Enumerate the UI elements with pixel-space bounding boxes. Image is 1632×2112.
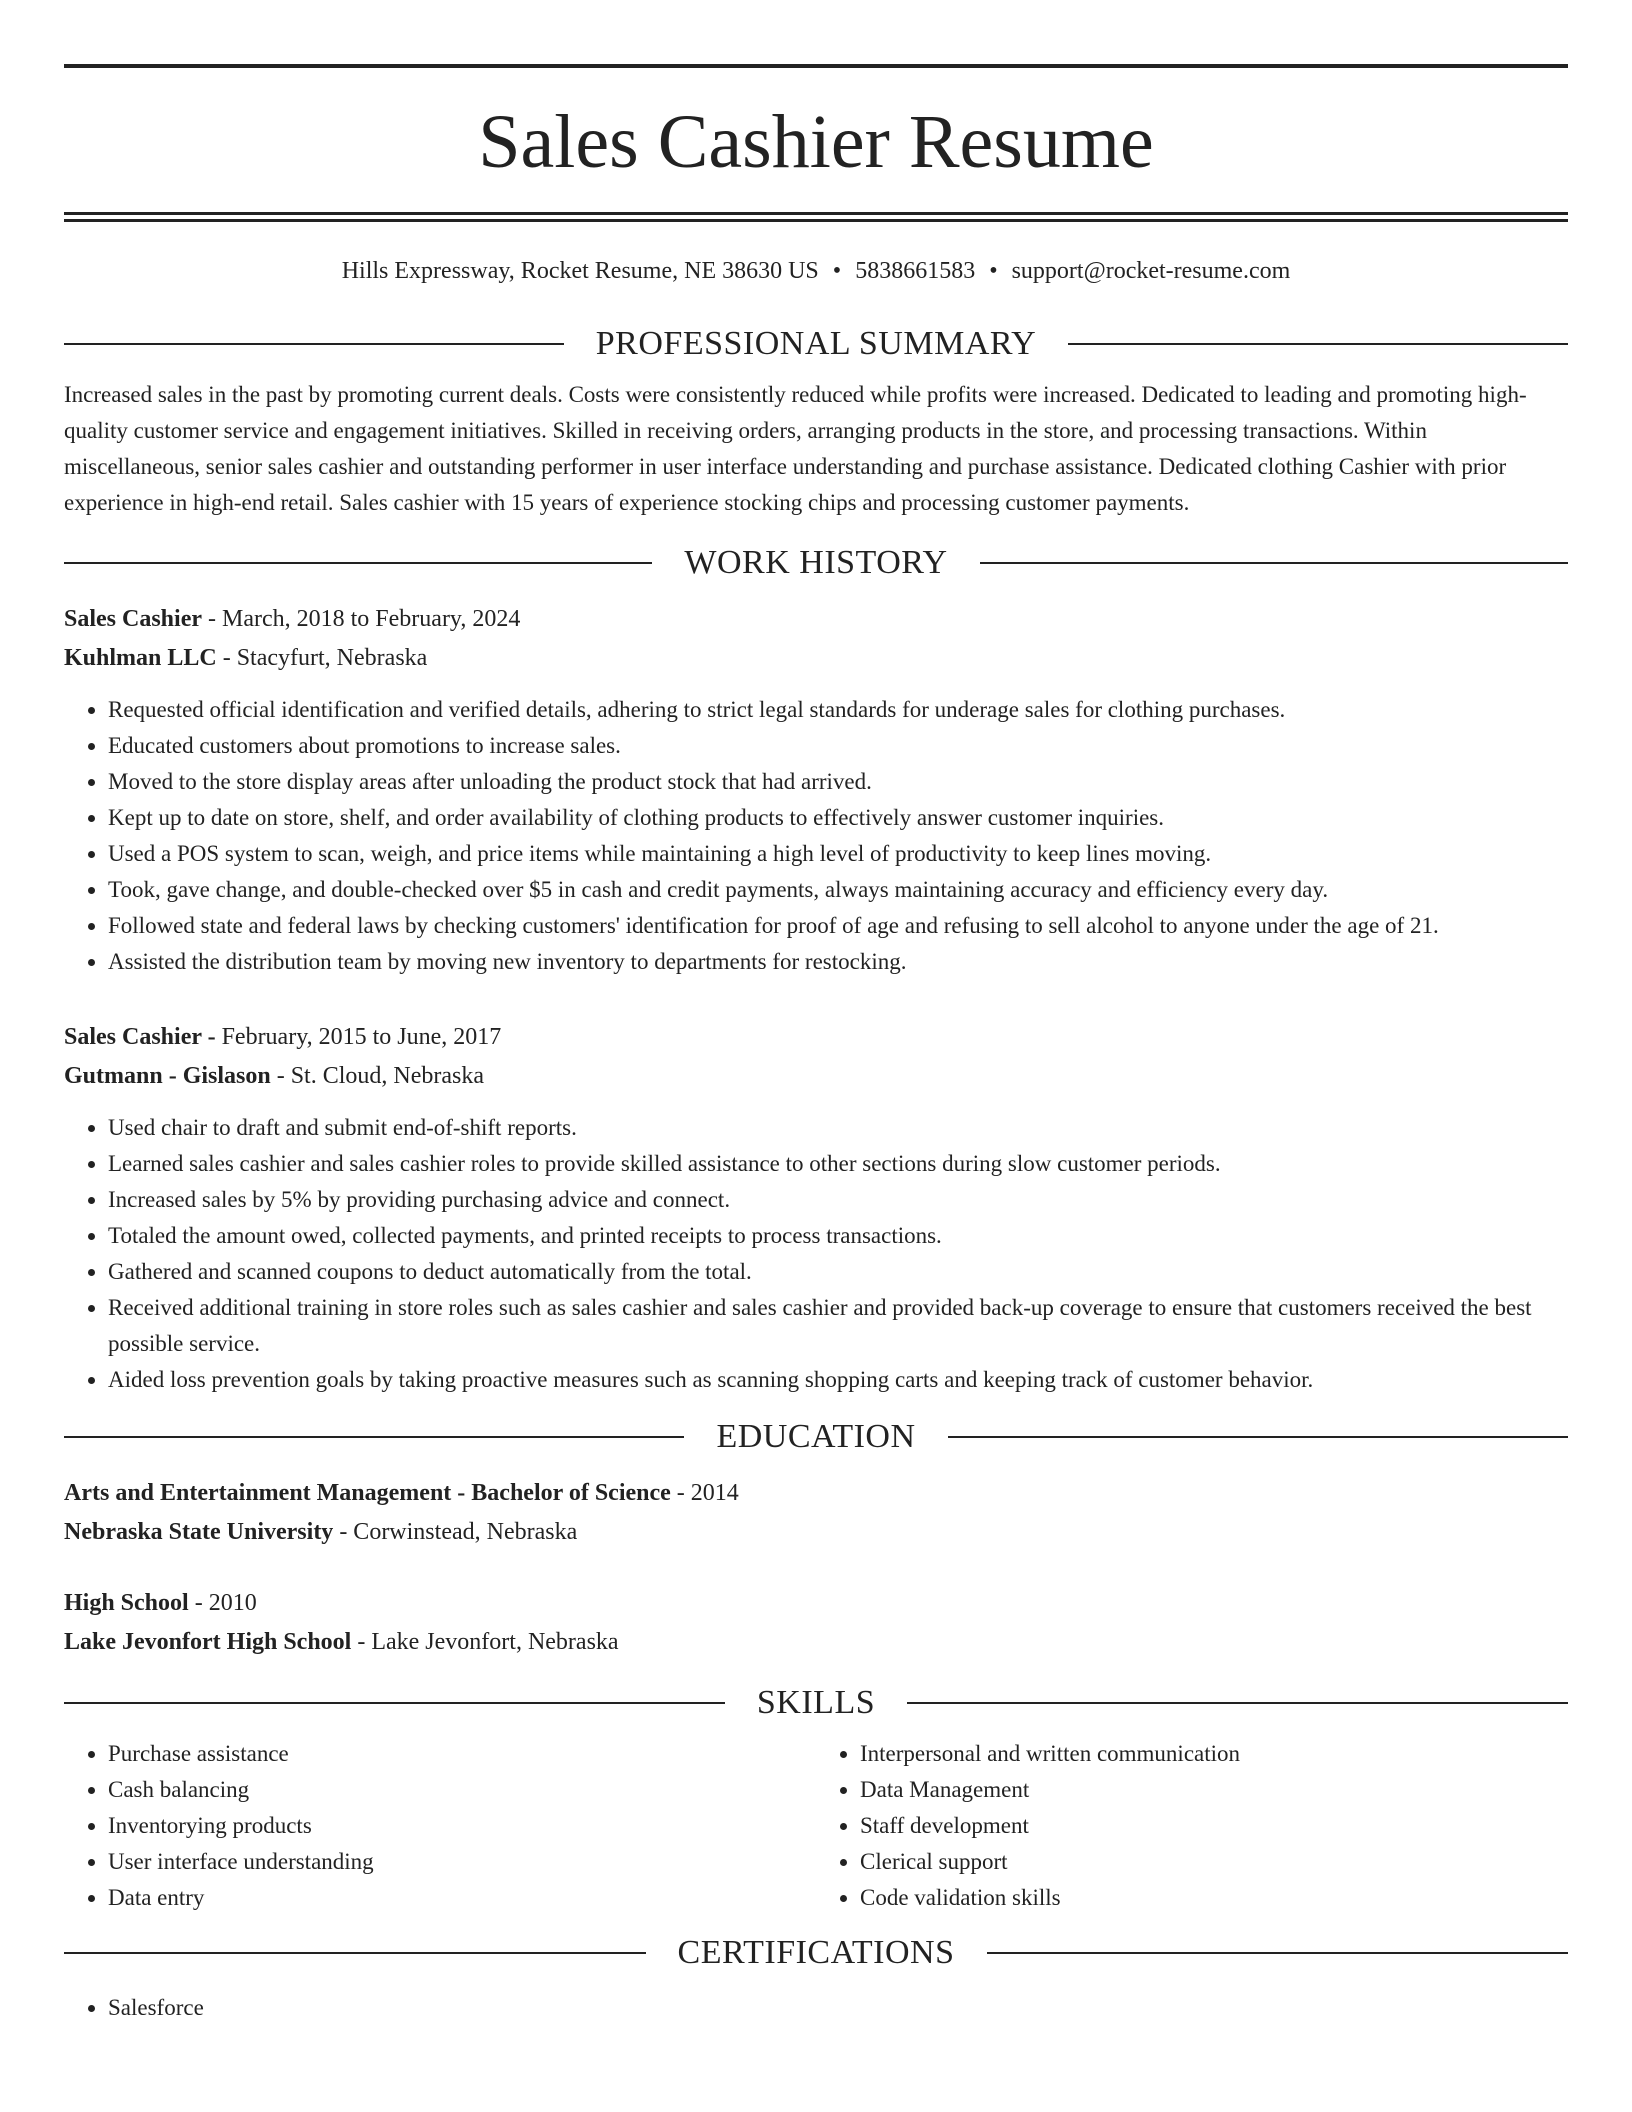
section-rule xyxy=(987,1952,1569,1954)
education-degree: Arts and Entertainment Management - Bachelor of Science xyxy=(64,1480,671,1506)
skills-left-column xyxy=(64,1736,816,1916)
list-item: • Moved to the store display areas after unloading the product stock that had arrived. xyxy=(108,764,1568,800)
resume-title: Sales Cashier Resume xyxy=(478,100,1154,184)
list-item: • Increased sales by 5% by providing purchasing advice and connect. xyxy=(108,1182,1568,1218)
list-item: • Clerical support xyxy=(860,1844,1568,1880)
section-header-education xyxy=(64,1418,1568,1456)
list-item: • Cash balancing xyxy=(108,1772,816,1808)
job-title-line xyxy=(64,1018,1568,1057)
list-item: • Requested official identification and verified details, adhering to strict legal standards for underage sales for clothing purchases. xyxy=(108,692,1568,728)
job-title: Sales Cashier xyxy=(64,606,202,632)
section-rule xyxy=(1068,343,1568,345)
list-item: • User interface understanding xyxy=(108,1844,816,1880)
list-item: • Aided loss prevention goals by taking proactive measures such as scanning shopping carts and keeping track of customer behavior. xyxy=(108,1362,1568,1398)
contact-email: support@rocket-resume.com xyxy=(1011,258,1291,284)
section-title: SKILLS xyxy=(756,1684,876,1721)
section-rule xyxy=(64,343,564,345)
education-degree-line xyxy=(64,1584,1568,1623)
section-rule xyxy=(948,1436,1568,1438)
section-header-certifications xyxy=(64,1934,1568,1972)
title-double-rule xyxy=(64,212,1568,222)
job-bullets xyxy=(64,692,1568,980)
section-rule xyxy=(980,562,1568,564)
list-item: • Educated customers about promotions to increase sales. xyxy=(108,728,1568,764)
education-entry xyxy=(64,1474,1568,1552)
education-school-line xyxy=(64,1623,1568,1662)
job-company: Gutmann - Gislason xyxy=(64,1063,271,1089)
job-company: Kuhlman LLC xyxy=(64,645,217,671)
top-rule xyxy=(64,64,1568,68)
contact-separator: • xyxy=(832,258,842,284)
section-rule xyxy=(64,1436,684,1438)
education-location: - Corwinstead, Nebraska xyxy=(333,1519,578,1545)
education-school: Nebraska State University xyxy=(64,1519,334,1545)
section-rule xyxy=(64,562,652,564)
list-item: • Totaled the amount owed, collected payments, and printed receipts to process transactions. xyxy=(108,1218,1568,1254)
contact-address: Hills Expressway, Rocket Resume, NE 38630 US xyxy=(341,258,819,284)
job-company-line xyxy=(64,639,1568,678)
section-rule xyxy=(64,1702,725,1704)
section-rule xyxy=(64,1952,646,1954)
job-bullets xyxy=(64,1110,1568,1398)
job-location: - Stacyfurt, Nebraska xyxy=(216,645,428,671)
list-item: • Learned sales cashier and sales cashier roles to provide skilled assistance to other sections during slow customer periods. xyxy=(108,1146,1568,1182)
job-title: Sales Cashier - xyxy=(64,1024,216,1050)
education-degree: High School xyxy=(64,1590,189,1616)
job-location: - St. Cloud, Nebraska xyxy=(270,1063,485,1089)
summary-text: Increased sales in the past by promoting current deals. Costs were consistently reduced while profits were increased. Dedicated to leading and promoting high-quality customer service and engagement initiatives. Skilled in receiving orders, arranging products in the store, and processing transactions. Within miscellaneous, senior sales cashier and outstanding performer in user interface understanding and purchase assistance. Dedicated clothing Cashier with prior experience in high-end retail. Sales cashier with 15 years of experience stocking chips and processing customer payments. xyxy=(64,382,1527,515)
list-item: • Staff development xyxy=(860,1808,1568,1844)
list-item: • Interpersonal and written communication xyxy=(860,1736,1568,1772)
list-item: • Data Management xyxy=(860,1772,1568,1808)
education-degree-line xyxy=(64,1474,1568,1513)
section-title: CERTIFICATIONS xyxy=(677,1934,955,1971)
contact-phone: 5838661583 xyxy=(855,258,976,284)
section-title: PROFESSIONAL SUMMARY xyxy=(595,325,1037,362)
education-location: - Lake Jevonfort, Nebraska xyxy=(351,1629,619,1655)
list-item: • Gathered and scanned coupons to deduct automatically from the total. xyxy=(108,1254,1568,1290)
list-item: • Kept up to date on store, shelf, and order availability of clothing products to effectively answer customer inquiries. xyxy=(108,800,1568,836)
education-entry xyxy=(64,1584,1568,1662)
job-entry xyxy=(64,1018,1568,1398)
job-dates: February, 2015 to June, 2017 xyxy=(215,1024,502,1050)
list-item: • Data entry xyxy=(108,1880,816,1916)
certifications-list xyxy=(64,1990,1568,2026)
skills-right-column xyxy=(816,1736,1568,1916)
contact-line xyxy=(64,258,1568,285)
education-year: - 2014 xyxy=(670,1480,739,1506)
resume-page xyxy=(64,0,1568,2026)
section-header-work xyxy=(64,544,1568,582)
list-item: • Used a POS system to scan, weigh, and price items while maintaining a high level of productivity to keep lines moving. xyxy=(108,836,1568,872)
section-header-skills xyxy=(64,1684,1568,1722)
job-dates: - March, 2018 to February, 2024 xyxy=(202,606,521,632)
list-item: • Followed state and federal laws by checking customers' identification for proof of age and refusing to sell alcohol to anyone under the age of 21. xyxy=(108,908,1568,944)
education-school: Lake Jevonfort High School xyxy=(64,1629,352,1655)
section-title: WORK HISTORY xyxy=(684,544,948,581)
section-header-summary xyxy=(64,325,1568,363)
section-rule xyxy=(907,1702,1568,1704)
job-company-line xyxy=(64,1057,1568,1096)
skills-columns xyxy=(64,1736,1568,1916)
list-item: • Purchase assistance xyxy=(108,1736,816,1772)
list-item: • Code validation skills xyxy=(860,1880,1568,1916)
contact-separator: • xyxy=(989,258,998,284)
list-item: • Inventorying products xyxy=(108,1808,816,1844)
job-entry xyxy=(64,600,1568,980)
section-title: EDUCATION xyxy=(716,1418,916,1455)
list-item: • Used chair to draft and submit end-of-shift reports. xyxy=(108,1110,1568,1146)
list-item: • Salesforce xyxy=(108,1990,1568,2026)
job-title-line xyxy=(64,600,1568,639)
list-item: • Assisted the distribution team by moving new inventory to departments for restocking. xyxy=(108,944,1568,980)
list-item: • Took, gave change, and double-checked over $5 in cash and credit payments, always maintaining accuracy and efficiency every day. xyxy=(108,872,1568,908)
list-item: • Received additional training in store roles such as sales cashier and sales cashier and provided back-up coverage to ensure that customers received the best possible service. xyxy=(108,1290,1568,1362)
education-school-line xyxy=(64,1513,1568,1552)
education-year: - 2010 xyxy=(188,1590,257,1616)
